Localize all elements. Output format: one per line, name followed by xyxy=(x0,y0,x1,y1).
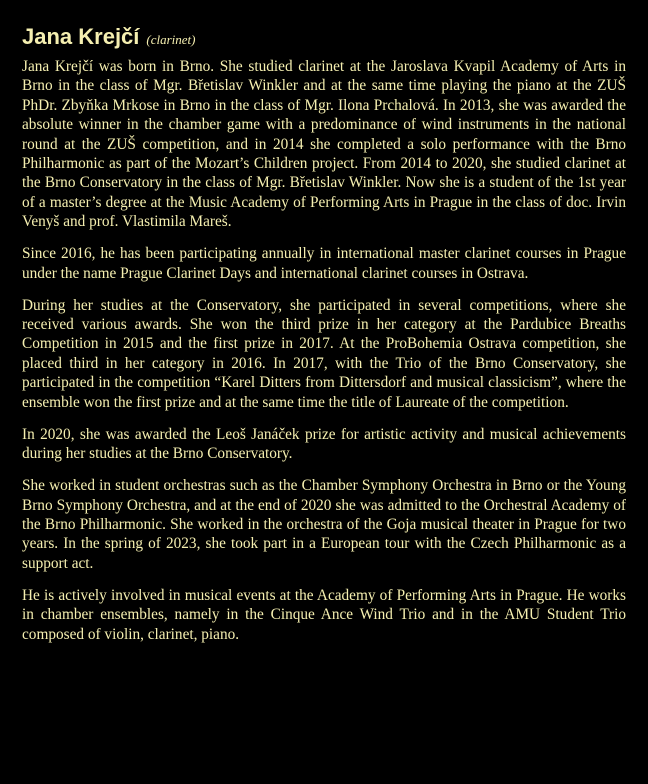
bio-paragraph-master-courses: Since 2016, he has been participating annually in international master clarinet courses in Prague under the name Prague Clarinet Days and international clarinet courses in Ostrava. xyxy=(22,245,626,282)
bio-header xyxy=(22,22,626,55)
bio-paragraph-competitions: During her studies at the Conservatory, she participated in several competitions, where she received various awards. She won the third prize in her category at the Pardubice Breaths Competition in 2015 and the first prize in 2017. At the ProBohemia Ostrava competition, she placed third in her category in 2016. In 2017, with the Trio of the Brno Conservatory, she participated in the competition “Karel Ditters from Dittersdorf and musical classicism”, where the ensemble won the first prize and at the same time the title of Laureate of the competition. xyxy=(22,296,626,411)
bio-paragraph-current-activity: He is actively involved in musical events at the Academy of Performing Arts in Prague. He works in chamber ensembles, namely in the Cinque Ance Wind Trio and in the AMU Student Trio composed of violin, clarinet, piano. xyxy=(22,586,626,643)
bio-paragraph-janacek-prize: In 2020, she was awarded the Leoš Janáček prize for artistic activity and musical achievements during her studies at the Brno Conservatory. xyxy=(22,425,626,463)
biography xyxy=(22,22,626,657)
artist-instrument: (clarinet) xyxy=(146,32,196,47)
artist-name: Jana Krejčí xyxy=(22,24,140,49)
bio-paragraph-orchestras: She worked in student orchestras such as the Chamber Symphony Orchestra in Brno or the Young Brno Symphony Orchestra, and at the end of 2020 she was admitted to the Orchestral Academy of the Brno Philharmonic. She worked in the orchestra of the Goja musical theater in Prague for two years. In the spring of 2023, she took part in a European tour with the Czech Philharmonic as a support act. xyxy=(22,477,626,572)
bio-paragraph-education: Jana Krejčí was born in Brno. She studied clarinet at the Jaroslava Kvapil Academy of Arts in Brno in the class of Mgr. Břetislav Winkler and at the same time playing the piano at the ZUŠ PhDr. Zbyňka Mrkose in Brno in the class of Mgr. Ilona Prchalová. In 2013, she was awarded the absolute winner in the chamber game with a predominance of wind instruments in the national round at the ZUŠ competition, and in 2014 she completed a solo performance with the Brno Philharmonic as part of the Mozart’s Children project. From 2014 to 2020, she studied clarinet at the Brno Conservatory in the class of Mgr. Břetislav Winkler. Now she is a student of the 1st year of a master’s degree at the Music Academy of Performing Arts in Prague in the class of doc. Irvin Venyš and prof. Vlastimila Mareš. xyxy=(22,58,626,231)
